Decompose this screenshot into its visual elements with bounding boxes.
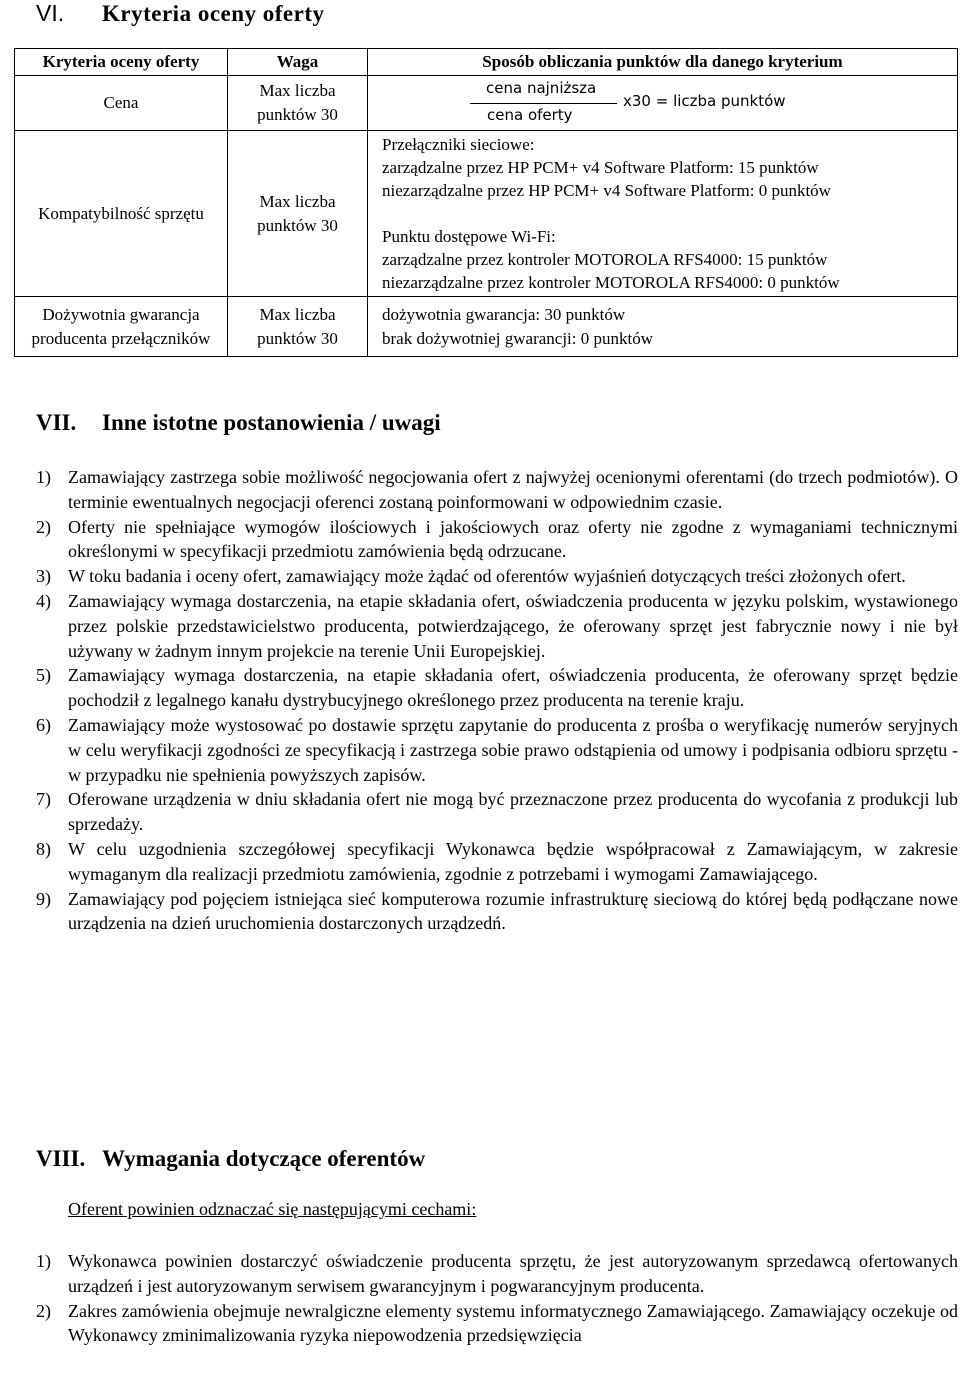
list-item xyxy=(36,1299,958,1349)
section-7-heading xyxy=(36,410,441,436)
weight-cell xyxy=(228,76,368,131)
scoring-line xyxy=(382,202,957,225)
section-title: Wymagania dotyczące oferentów xyxy=(102,1146,426,1171)
fraction-line xyxy=(470,103,617,104)
section-7-list xyxy=(36,465,958,936)
list-item xyxy=(36,887,958,937)
weight-line: punktów 30 xyxy=(257,328,338,348)
item-number: 2) xyxy=(36,1300,51,1321)
formula-result: x30 = liczba punktów xyxy=(623,92,786,110)
item-text: Zamawiający może wystosować po dostawie sprzętu zapytanie do producenta z prośba o weryfikację numerów seryjnych w celu weryfikacji zgodności ze specyfikacją i zastrzega sobie prawo odstąpienia od umowy i podpisania odbioru sprzętu - w przypadku nie spełnienia powyższych zapisów. xyxy=(68,714,958,785)
item-number: 1) xyxy=(36,1251,51,1271)
formula-numerator: cena najniższa xyxy=(486,79,597,97)
formula-cell xyxy=(368,76,958,131)
item-number: 3) xyxy=(36,566,51,587)
table-header: Sposób obliczania punktów dla danego kryterium xyxy=(368,49,958,76)
item-number: 6) xyxy=(36,714,51,735)
list-item xyxy=(36,564,958,589)
list-item xyxy=(36,787,958,837)
item-text: Zamawiający wymaga dostarczenia, na etapie składania ofert, oświadczenia producenta w języku polskim, wystawionego przez polskie przedstawicielstwo producenta, potwierdzającego, że oferowany sprzęt jest fabrycznie nowy i nie był używany w żadnym innym projekcie na terenie Unii Europejskiej. xyxy=(68,590,958,661)
item-number: 1) xyxy=(36,467,51,487)
table-header: Waga xyxy=(228,49,368,76)
table-header: Kryteria oceny oferty xyxy=(15,49,228,76)
formula-denominator: cena oferty xyxy=(487,106,573,124)
weight-cell xyxy=(228,297,368,357)
item-text: Oferty nie spełniające wymogów ilościowych i jakościowych oraz oferty nie zgodne z wymaganiami technicznymi określonymi w specyfikacji przedmiotu zamówienia będą odrzucane. xyxy=(68,516,958,562)
criterion-cell xyxy=(15,297,228,357)
section-title: Kryteria oceny oferty xyxy=(102,1,325,26)
criteria-table xyxy=(14,48,958,357)
scoring-line: niezarządzalne przez HP PCM+ v4 Software Platform: 0 punktów xyxy=(382,181,831,200)
item-number: 4) xyxy=(36,590,51,611)
item-number: 2) xyxy=(36,516,51,537)
list-item xyxy=(36,663,958,713)
item-number: 5) xyxy=(36,665,51,686)
section-8-intro: Oferent powinien odznaczać się następującymi cechami: xyxy=(68,1199,477,1219)
section-title: Inne istotne postanowienia / uwagi xyxy=(102,410,441,435)
weight-line: Max liczba xyxy=(259,191,336,211)
section-8-list xyxy=(36,1249,958,1348)
scoring-line: zarządzalne przez kontroler MOTOROLA RFS4000: 15 punktów xyxy=(382,250,828,269)
weight-line: Max liczba xyxy=(259,304,336,324)
price-formula xyxy=(368,76,957,130)
criterion-cell: Cena xyxy=(15,76,228,131)
table-header-row xyxy=(15,49,958,76)
criterion-line: Dożywotnia gwarancja xyxy=(42,304,200,324)
list-item xyxy=(36,589,958,663)
scoring-line: zarządzalne przez HP PCM+ v4 Software Platform: 15 punktów xyxy=(382,158,819,177)
scoring-line: dożywotnia gwarancja: 30 punktów xyxy=(382,304,626,324)
table-row xyxy=(15,297,958,357)
item-text: Zakres zamówienia obejmuje newralgiczne elementy systemu informatycznego Zamawiającego. Zamawiający oczekuje od Wykonawcy zminimalizowania ryzyka niepowodzenia przedsięwzięcia xyxy=(68,1300,958,1346)
weight-line: punktów 30 xyxy=(257,105,338,124)
weight-line: Max liczba xyxy=(259,81,336,100)
item-text: Zamawiający pod pojęciem istniejąca sieć komputerowa rozumie infrastrukturę sieciową do której będą podłączane nowe urządzenia na dzień uruchomienia dostarczonych urządzedń. xyxy=(68,888,958,934)
criterion-cell: Kompatybilność sprzętu xyxy=(15,131,228,297)
item-number: 7) xyxy=(36,789,51,810)
list-item xyxy=(36,1249,958,1299)
list-item xyxy=(36,837,958,887)
list-item xyxy=(36,465,958,515)
table-row xyxy=(15,131,958,297)
scoring-line: brak dożywotniej gwarancji: 0 punktów xyxy=(382,328,653,348)
weight-cell xyxy=(228,131,368,297)
item-text: Oferowane urządzenia w dniu składania ofert nie mogą być przeznaczone przez producenta do wycofania z produkcji lub sprzedaży. xyxy=(68,789,958,835)
scoring-cell xyxy=(368,131,958,297)
item-text: Wykonawca powinien dostarczyć oświadczenie producenta sprzętu, że jest autoryzowanym sprzedawcą ofertowanych urządzeń i jest autoryzowanym serwisem gwarancyjnym i pogwarancyjnym producenta. xyxy=(68,1251,958,1296)
item-text: Zamawiający zastrzega sobie możliwość negocjowania ofert z najwyżej ocenionymi oferentami (do trzech podmiotów). O terminie ewentualnych negocjacji oferenci zostaną poinformowani w odpowiednim czasie. xyxy=(68,467,958,512)
section-number: VIII. xyxy=(36,1146,86,1171)
item-text: W celu uzgodnienia szczegółowej specyfikacji Wykonawca będzie współpracował z Zamawiającym, w zakresie wymaganym dla realizacji przedmiotu zamówienia, zgodnie z potrzebami i wymogami Zamawiającego. xyxy=(68,838,958,884)
list-item xyxy=(36,515,958,565)
section-number: VI. xyxy=(36,0,65,26)
item-text: Zamawiający wymaga dostarczenia, na etapie składania ofert, oświadczenia producenta, że oferowany sprzęt będzie pochodził z legalnego kanału dystrybucyjnego określonego przez producenta na terenie kraju. xyxy=(68,665,958,711)
criterion-line: producenta przełączników xyxy=(31,328,211,348)
scoring-line: niezarządzalne przez kontroler MOTOROLA RFS4000: 0 punktów xyxy=(382,273,840,292)
item-text: W toku badania i oceny ofert, zamawiający może żądać od oferentów wyjaśnień dotyczących treści złożonych ofert. xyxy=(68,566,906,587)
section-number: VII. xyxy=(36,410,77,435)
section-8-heading xyxy=(36,1146,425,1172)
scoring-cell xyxy=(368,297,958,357)
weight-line: punktów 30 xyxy=(257,215,338,235)
item-number: 8) xyxy=(36,838,51,859)
list-item xyxy=(36,713,958,787)
section-6-heading xyxy=(36,0,325,27)
table-row xyxy=(15,76,958,131)
scoring-line: Punktu dostępowe Wi-Fi: xyxy=(382,227,556,246)
item-number: 9) xyxy=(36,888,51,909)
scoring-line: Przełączniki sieciowe: xyxy=(382,135,535,154)
